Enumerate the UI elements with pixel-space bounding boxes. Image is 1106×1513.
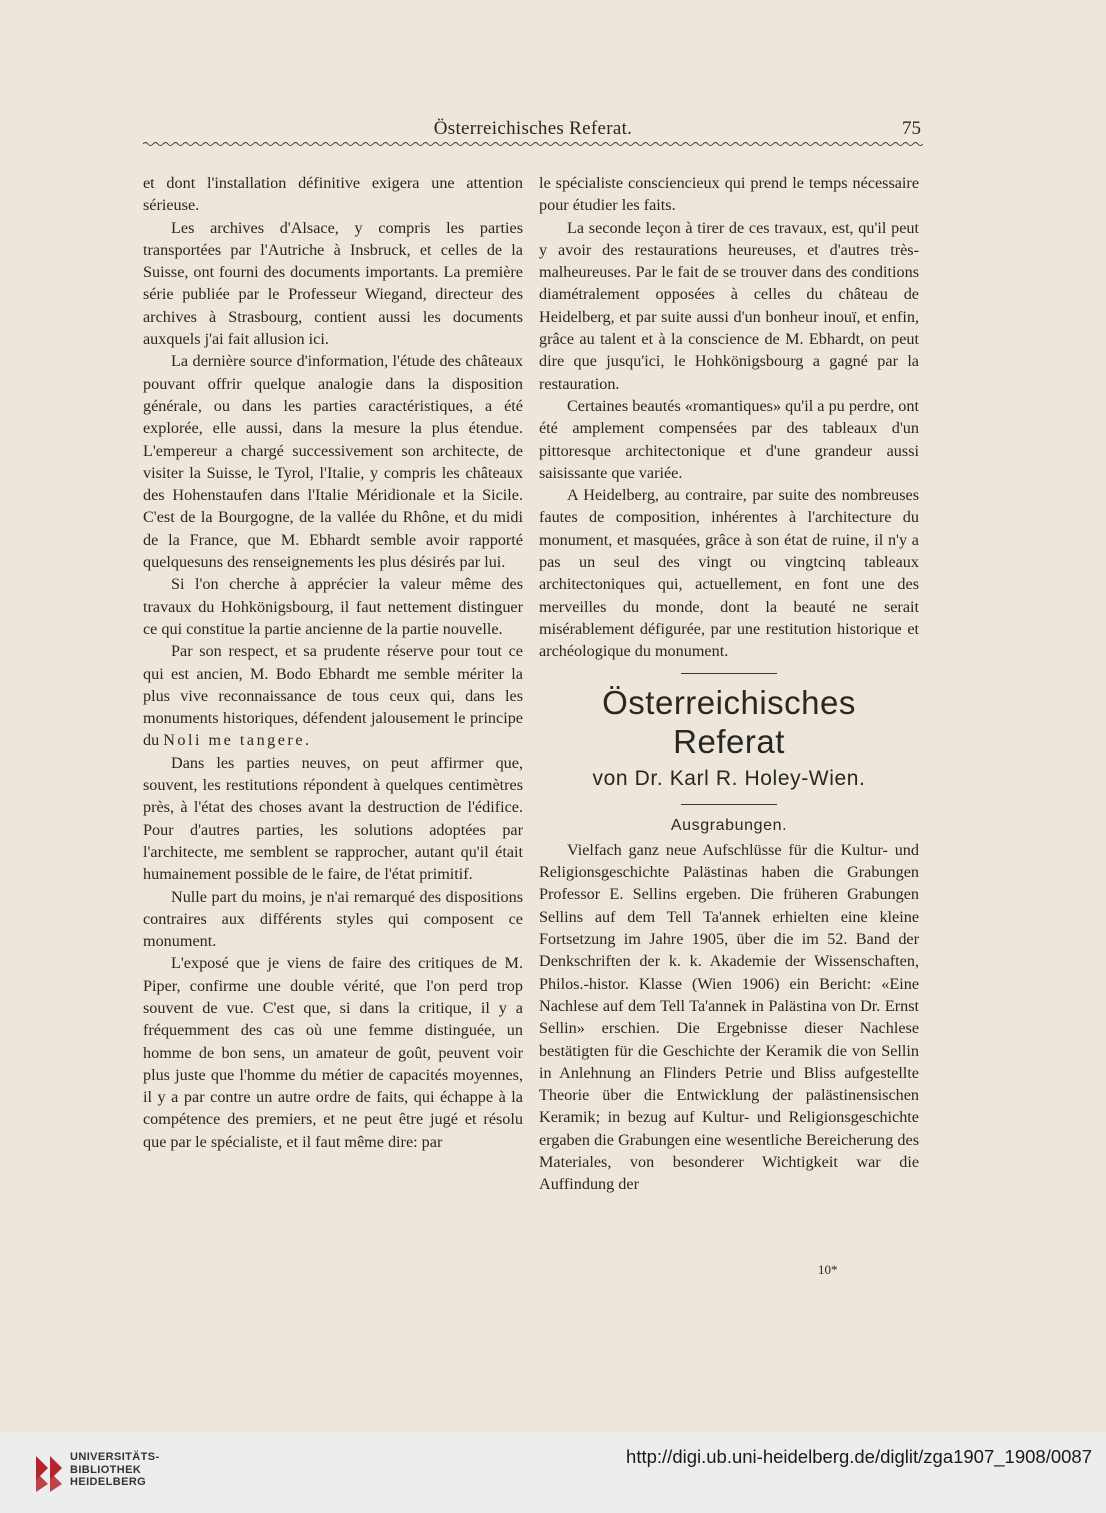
paragraph: Nulle part du moins, je n'ai remarqué des dispositions contraires aux différents styles qui composent ce monument.: [143, 887, 523, 951]
logo-line: UNIVERSITÄTS-: [70, 1451, 160, 1463]
section-subheading: Ausgrabungen.: [670, 816, 788, 834]
article-heading: [539, 684, 919, 794]
paragraph: et dont l'installation définitive exigera une attention sérieuse.: [143, 174, 523, 215]
article-title-line2: Referat: [673, 722, 785, 760]
logo-line: BIBLIOTHEK: [70, 1463, 142, 1476]
right-column: [539, 172, 919, 1196]
library-logo-text: [70, 1451, 160, 1489]
paragraph: Certaines beautés «romantiques» qu'il a pu perdre, ont été amplement compensées par des tableaux d'un pittoresque architectonique et d'une grandeur aussi saisissante que variée.: [539, 396, 919, 482]
paragraph: Les archives d'Alsace, y compris les parties transportées par l'Autriche à Insbruck, et celles de la Suisse, ont fourni des documents importants. La première série publiée par le Professeur Wiegand, directeur des archives à Strasbourg, contient aussi les documents auxquels j'ai fait allusion ici.: [143, 218, 523, 349]
page-number: 75: [902, 118, 921, 139]
logo-line: HEIDELBERG: [70, 1476, 147, 1488]
paragraph: Dans les parties neuves, on peut affirmer que, souvent, les restitutions répondent à quelques centimètres près, à l'état des choses avant la destruction de l'édifice. Pour d'autres parties, les solutions adoptées par l'architecte, me semblent se rapprocher, autant qu'il était humainement possible de le faire, de l'état primitif.: [143, 753, 523, 884]
paragraph: L'exposé que je viens de faire des critiques de M. Piper, confirme une double vérité, que l'on perd trop souvent de vue. C'est que, si dans la critique, il y a fréquemment des cas où une femme distinguée, un homme de bon sens, un amateur de goût, peuvent voir plus juste que l'homme du métier de capacités moyennes, il y a par contre un autre ordre de faits, qui échappe à la compétence des premiers, et ne peut être jugé et résolu que par le spécialiste, et il faut même dire: par: [143, 954, 523, 1151]
library-footer-bar: [0, 1432, 1106, 1513]
library-logo-icon: [34, 1448, 64, 1492]
paragraph: Si l'on cherche à apprécier la valeur même des travaux du Hohkönigsbourg, il faut nettement distinguer ce qui constitue la partie ancienne de la partie nouvelle.: [143, 575, 523, 638]
paragraph: Vielfach ganz neue Aufschlüsse für die Kultur- und Religionsgeschichte Palästinas haben die Grabungen Professor E. Sellins ergeben. Die früheren Grabungen Sellins auf dem Tell Ta'annek erhielten eine kleine Fortsetzung im Jahre 1905, über die im 52. Band der Denkschriften der k. k. Akademie der Wissenschaften, Philos.-histor. Klasse (Wien 1906) ein Bericht: «Eine Nachlese auf dem Tell Ta'annek in Palästina von Dr. Ernst Sellin» erschien. Die Ergebnisse dieser Nachlese bestätigten für die Geschichte der Keramik die von Sellin in Anlehnung an Flinders Petrie und Bliss aufgestellte Theorie über die Entwicklung der palästinensischen Keramik; in bezug auf Kultur- und Religionsgeschichte ergaben die Grabungen eine wesentliche Bereicherung des Materiales, von besonderer Wichtigkeit war die Auffindung der: [539, 840, 919, 1194]
paragraph: [143, 640, 523, 751]
paragraph: le spécialiste consciencieux qui prend le temps nécessaire pour étudier les faits.: [539, 174, 919, 215]
left-column: [143, 172, 523, 1153]
paragraph-text: .: [305, 731, 310, 750]
running-title: Österreichisches Referat.: [433, 118, 633, 139]
paragraph: La seconde leçon à tirer de ces travaux, est, qu'il peut y avoir des restaurations heureuses, et d'autres très-malheureuses. Par le fait de se trouver dans des conditions diamétralement opposées à celles du château de Heidelberg, et par suite aussi d'un bonheur inouï, et enfin, grâce au talent et à la conscience de M. Ebhardt, on peut dire que jusqu'ici, le Hohkönigsbourg a gagné par la restauration.: [539, 218, 919, 393]
article-title-line1: Österreichisches: [602, 683, 856, 721]
signature-mark: 10*: [818, 1262, 838, 1277]
paragraph-text: Par son respect, et sa prudente réserve pour tout ce qui est ancien, M. Bodo Ebhardt me semble mériter la plus vive reconnaissance de tous ceux qui, dans les monuments historiques, défendent jalousement le principe du: [143, 642, 523, 750]
wavy-header-rule: [143, 140, 923, 148]
paragraph: A Heidelberg, au contraire, par suite des nombreuses fautes de composition, inhérentes à l'architecture du monument, et masquées, grâce à son état de ruine, il n'y a pas un seul des vingt ou vingtcinq tableaux architectoniques qui, actuellement, en font une des merveilles du monde, dont la beauté ne serait misérablement défigurée, par une restitution historique et archéologique du monument.: [539, 486, 919, 661]
paragraph: La dernière source d'information, l'étude des châteaux pouvant offrir quelque analogie dans la disposition générale, ou dans les parties caractéristiques, a été explorée, elle aussi, dans la mesure la plus étendue. L'empereur a chargé successivement son architecte, de visiter la Suisse, le Tyrol, l'Italie, y compris les châteaux des Hohenstaufen dans l'Italie Méridionale et la Sicile. C'est de la Bourgogne, de la vallée du Rhône, et du midi de la France, que M. Ebhardt semble avoir rapporté quelquesuns des renseignements les plus désirés par lui.: [143, 352, 523, 572]
section-divider: [681, 673, 777, 674]
article-author: von Dr. Karl R. Holey-Wien.: [592, 766, 866, 790]
spaced-emphasis: Noli me tangere: [163, 731, 306, 750]
permalink-url[interactable]: http://digi.ub.uni-heidelberg.de/diglit/zga1907_1908/0087: [626, 1446, 1092, 1467]
section-divider: [681, 804, 777, 805]
